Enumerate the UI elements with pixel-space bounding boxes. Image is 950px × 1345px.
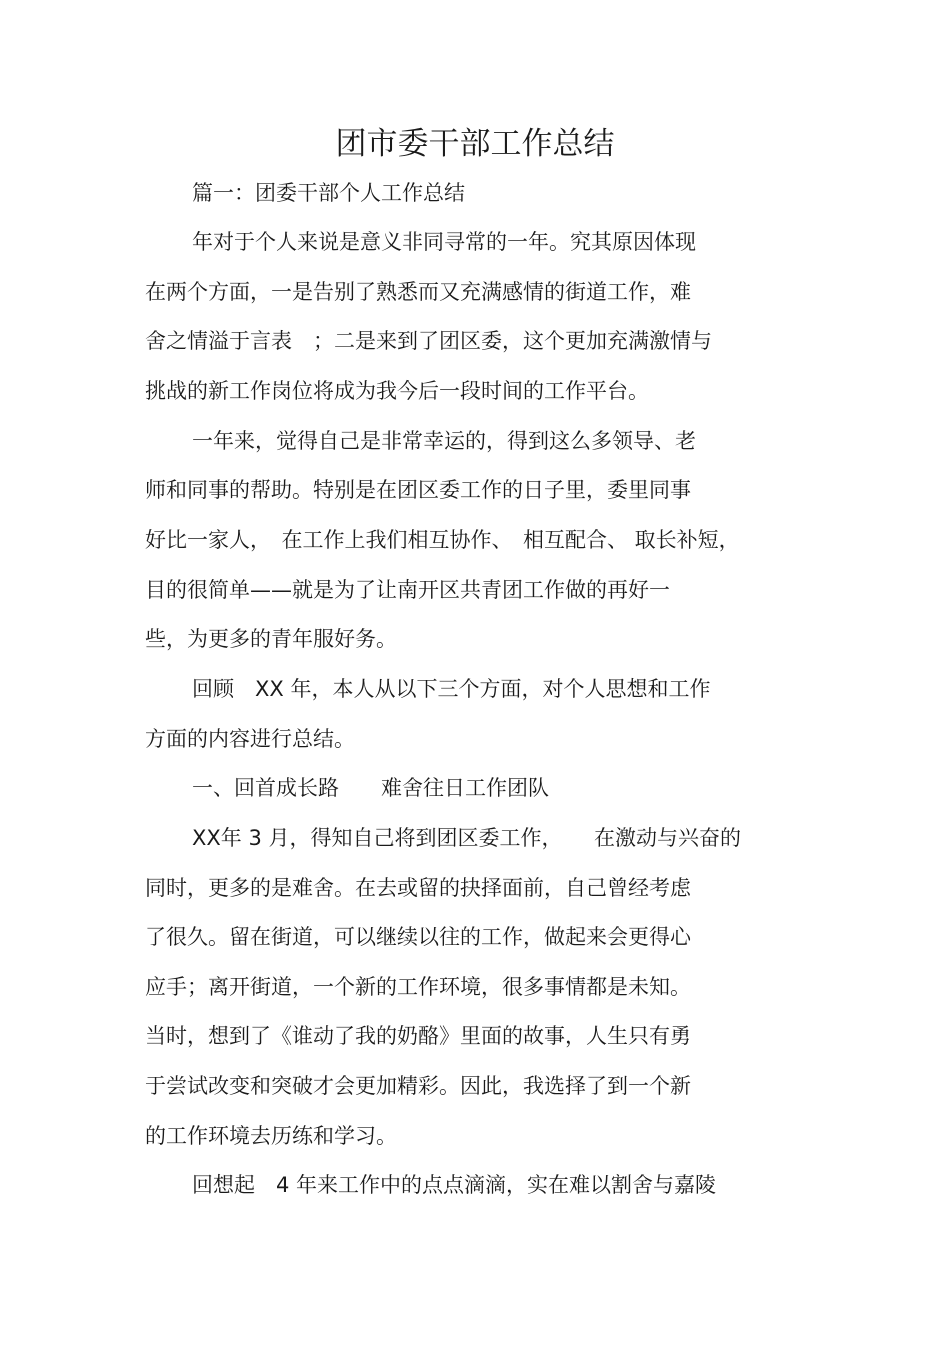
paragraph-line: 好比一家人， 在工作上我们相互协作、 相互配合、 取长补短， [145, 528, 740, 552]
paragraph-line: 当时，想到了《谁动了我的奶酪》里面的故事，人生只有勇 [145, 1024, 691, 1048]
paragraph-line: 的工作环境去历练和学习。 [145, 1124, 397, 1148]
document-title: 团市委干部工作总结 [335, 126, 615, 162]
paragraph-line: 一年来，觉得自己是非常幸运的，得到这么多领导、老 [192, 429, 696, 453]
paragraph-line: 目的很简单——就是为了让南开区共青团工作做的再好一 [145, 578, 670, 602]
paragraph-line: 回想起 4 年来工作中的点点滴滴，实在难以割舍与嘉陵 [192, 1173, 717, 1197]
section-heading: 篇一：团委干部个人工作总结 [192, 181, 465, 205]
paragraph-line: 些，为更多的青年服好务。 [145, 627, 397, 651]
section-heading: 一、回首成长路 难舍往日工作团队 [192, 776, 549, 800]
paragraph-line: 挑战的新工作岗位将成为我今后一段时间的工作平台。 [145, 379, 649, 403]
paragraph-line: 方面的内容进行总结。 [145, 727, 355, 751]
paragraph-line: XX年 3 月，得知自己将到团区委工作， 在激动与兴奋的 [192, 826, 741, 850]
paragraph-line: 师和同事的帮助。特别是在团区委工作的日子里，委里同事 [145, 478, 691, 502]
paragraph-line: 在两个方面，一是告别了熟悉而又充满感情的街道工作，难 [145, 280, 691, 304]
paragraph-line: 同时，更多的是难舍。在去或留的抉择面前，自己曾经考虑 [145, 876, 691, 900]
paragraph-line: 了很久。留在街道，可以继续以往的工作，做起来会更得心 [145, 925, 691, 949]
paragraph-line: 应手；离开街道，一个新的工作环境，很多事情都是未知。 [145, 975, 691, 999]
paragraph-line: 于尝试改变和突破才会更加精彩。因此，我选择了到一个新 [145, 1074, 691, 1098]
paragraph-line: 回顾 XX 年，本人从以下三个方面，对个人思想和工作 [192, 677, 711, 701]
paragraph-line: 舍之情溢于言表 ；二是来到了团区委，这个更加充满激情与 [145, 329, 712, 353]
paragraph-line: 年对于个人来说是意义非同寻常的一年。究其原因体现 [192, 230, 696, 254]
